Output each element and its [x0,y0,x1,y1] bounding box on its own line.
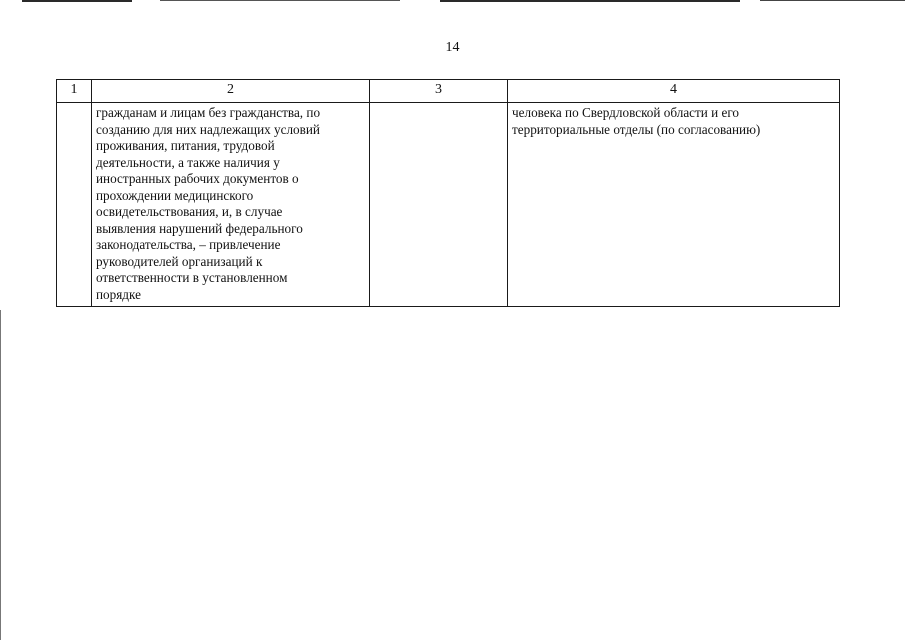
cell-col4 [508,103,840,307]
text-line: гражданам и лицам без гражданства, по [96,105,321,120]
scan-edge-mark [22,0,132,2]
text-line: человека по Свердловской области и его [512,105,740,120]
scan-edge-mark [760,0,905,1]
table-row [57,103,840,307]
text-line: созданию для них надлежащих условий [96,121,320,137]
scan-edge-mark [160,0,400,1]
text-line: порядке [96,286,141,302]
table-header-row [57,80,840,103]
text-line: проживания, питания, трудовой [96,138,275,153]
cell-col3 [370,103,508,307]
column-header-4: 4 [508,80,840,103]
text-line: иностранных рабочих документов о [96,171,299,186]
cell-col2 [92,103,370,307]
text-line: выявления нарушений федерального [96,220,303,236]
column-header-1: 1 [57,80,92,103]
text-line: освидетельствования, и, в случае [96,204,283,219]
column-header-2: 2 [92,80,370,103]
scan-edge-mark [0,310,1,640]
text-line: прохождении медицинского [96,187,254,203]
column-header-3: 3 [370,80,508,103]
text-line: территориальные отделы (по согласованию) [512,121,761,137]
text-line: ответственности в установленном [96,270,288,285]
text-line: руководителей организаций к [96,253,263,269]
page-number: 14 [445,40,460,55]
document-table [56,79,840,307]
scan-edge-mark [440,0,740,2]
cell-col1 [57,103,92,307]
text-line: законодательства, – привлечение [96,237,281,252]
text-line: деятельности, а также наличия у [96,154,280,170]
